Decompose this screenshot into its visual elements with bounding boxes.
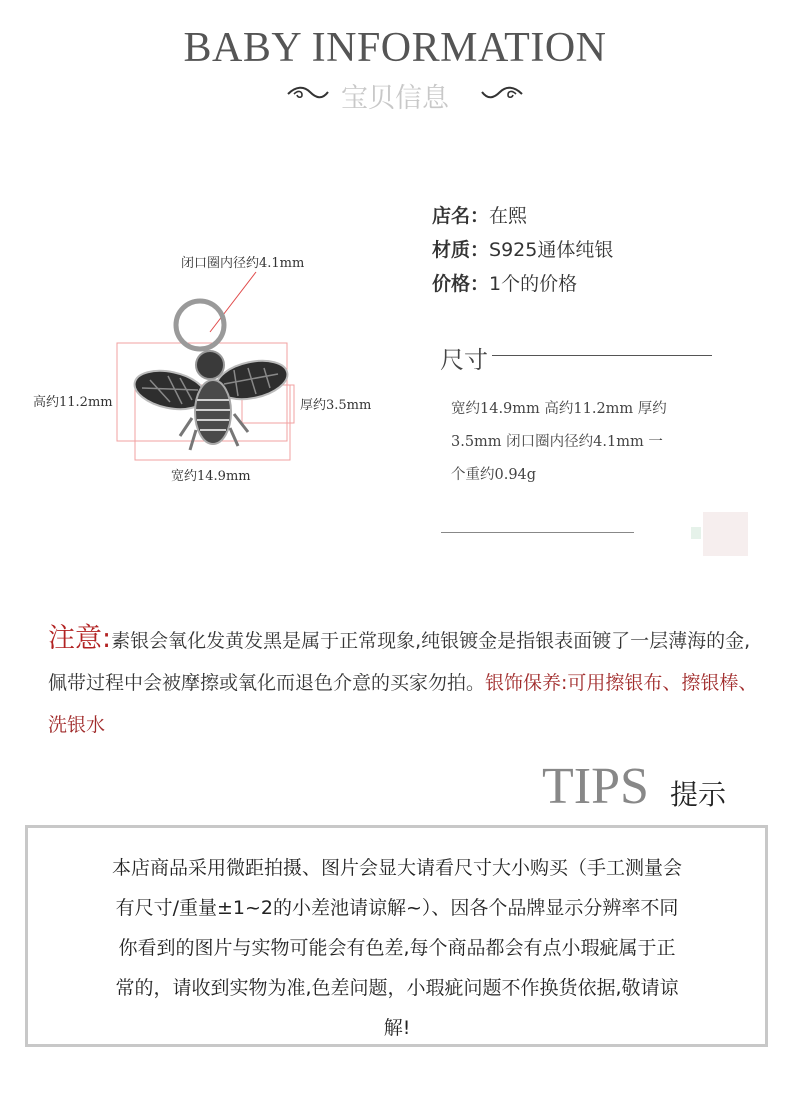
- tips-line: 本店商品采用微距拍摄、图片会显大请看尺寸大小购买（手工测量会: [111, 857, 682, 879]
- info-row-store: [432, 201, 527, 228]
- size-line: 3.5mm 闭口圈内径约4.1mm 一: [451, 434, 663, 450]
- size-line: 宽约14.9mm 高约11.2mm 厚约: [451, 401, 667, 417]
- notice-label: 注意:: [48, 623, 112, 654]
- tips-line: 有尺寸/重量±1~2的小差池请谅解~）、因各个品牌显示分辨率不同: [115, 897, 679, 919]
- notice-body: 素银会氧化发黄发黑是属于正常现象,纯银镀金是指银表面镀了一层薄海的金,佩带过程中会被摩擦或氧化而退色介意的买家勿拍。: [48, 630, 751, 694]
- size-heading: 尺寸: [440, 346, 488, 374]
- info-value: 在熙: [489, 205, 528, 227]
- info-value: S925通体纯银: [489, 239, 614, 261]
- thickness-label: 厚约3.5mm: [300, 398, 372, 413]
- care-instructions: 银饰保养:可用擦银布、擦银棒、洗银水: [48, 672, 758, 736]
- tips-line: 解!: [383, 1017, 411, 1039]
- width-label: 宽约14.9mm: [171, 469, 251, 484]
- tips-title: TIPS: [542, 758, 649, 815]
- notice-paragraph: [48, 618, 768, 746]
- info-row-price: [432, 269, 577, 296]
- tips-line: 常的，请收到实物为准,色差问题，小瑕疵问题不作换货依据,敬请谅: [115, 977, 679, 999]
- info-value: 1个的价格: [489, 273, 578, 295]
- info-label: 店名：: [432, 205, 490, 227]
- page-subtitle: 宝贝信息: [341, 83, 449, 114]
- size-description: [451, 393, 711, 492]
- size-divider: [492, 355, 712, 356]
- bee-charm-image: [20, 240, 420, 490]
- info-row-material: [432, 235, 613, 262]
- tips-text: [62, 848, 732, 1048]
- swirl-right-icon: [480, 82, 524, 106]
- info-label: 价格：: [432, 273, 490, 295]
- color-swatch-small: [691, 527, 701, 539]
- page-title: BABY INFORMATION: [183, 25, 607, 71]
- tips-line: 你看到的图片与实物可能会有色差,每个商品都会有点小瑕疵属于正: [118, 937, 676, 959]
- inner-diameter-label: 闭口圈内径约4.1mm: [181, 256, 305, 271]
- height-label: 高约11.2mm: [33, 395, 113, 410]
- info-label: 材质：: [432, 239, 490, 261]
- size-line: 个重约0.94g: [451, 467, 537, 483]
- section-divider: [441, 532, 634, 533]
- tips-subtitle: 提示: [670, 778, 727, 811]
- color-swatch: [703, 512, 748, 556]
